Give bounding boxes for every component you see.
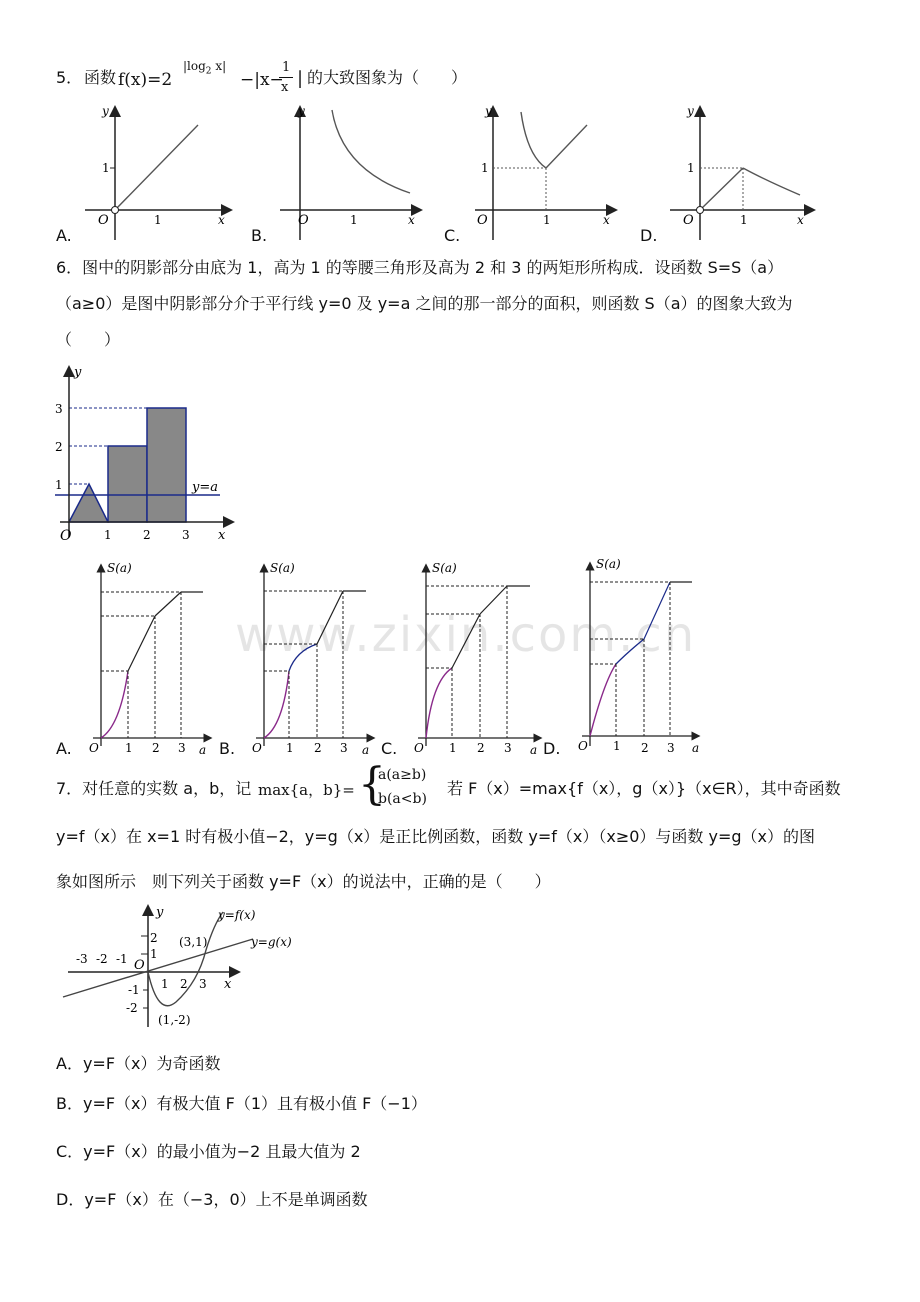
point-1-neg2-label: (1,-2) bbox=[158, 1013, 191, 1027]
y-tick-2: 2 bbox=[55, 440, 63, 454]
origin-label: O bbox=[298, 213, 309, 228]
q7-choice-d[interactable]: D．y=F（x）在（−3，0）上不是单调函数 bbox=[56, 1190, 368, 1209]
q6-graph-a bbox=[75, 556, 215, 756]
hollow-point bbox=[112, 207, 119, 214]
axis-y-label: y bbox=[102, 104, 109, 118]
x-tick-3: 3 bbox=[199, 977, 207, 991]
x-tick-3: 3 bbox=[182, 528, 190, 542]
axis-y-label: y bbox=[156, 905, 164, 920]
q5-graph-b bbox=[270, 100, 430, 240]
axis-y-label: y bbox=[687, 104, 694, 118]
x-tick-2: 2 bbox=[152, 741, 160, 755]
y-tick-label: 1 bbox=[687, 161, 695, 175]
q5-frac-num: 1 bbox=[282, 60, 291, 75]
x-tick-label: 1 bbox=[740, 213, 748, 227]
x-tick-neg-1: -1 bbox=[116, 952, 128, 966]
axis-y-label: S(a) bbox=[270, 561, 295, 575]
q7-line-3: 象如图所示 则下列关于函数 y=F（x）的说法中，正确的是（ ） bbox=[56, 872, 551, 891]
q5-option-a[interactable]: A. bbox=[56, 226, 72, 245]
q6-option-d[interactable]: D. bbox=[543, 739, 561, 758]
y-tick-1: 1 bbox=[150, 947, 158, 961]
curve-0-1 bbox=[264, 671, 289, 738]
origin-label: O bbox=[134, 958, 145, 973]
f-label: y=f(x) bbox=[218, 908, 256, 922]
y-tick-3: 3 bbox=[55, 402, 63, 416]
x-tick-3: 3 bbox=[667, 741, 675, 755]
y-tick-label: 1 bbox=[481, 161, 489, 175]
x-tick-2: 2 bbox=[477, 741, 485, 755]
curve-0-1 bbox=[426, 668, 452, 738]
q6-line-2: （a≥0）是图中阴影部分介于平行线 y=0 及 y=a 之间的那一部分的面积，则函数 S（a）的图象大致为 bbox=[56, 294, 793, 313]
curve-left bbox=[700, 168, 743, 210]
curve-0-1 bbox=[590, 664, 616, 736]
origin-label: O bbox=[252, 741, 262, 755]
y-tick-2: 2 bbox=[150, 931, 158, 945]
q7-max-label: max{a，b}= bbox=[258, 781, 355, 799]
watermark: www.zixin.com.cn bbox=[235, 607, 697, 663]
x-tick-neg-2: -2 bbox=[96, 952, 108, 966]
x-tick-3: 3 bbox=[178, 741, 186, 755]
hollow-point bbox=[697, 207, 704, 214]
curve-2-3 bbox=[480, 586, 507, 614]
x-tick-2: 2 bbox=[314, 741, 322, 755]
curve-1-2 bbox=[616, 639, 644, 664]
origin-label: O bbox=[60, 528, 72, 544]
x-tick-2: 2 bbox=[641, 741, 649, 755]
q5-option-d[interactable]: D. bbox=[640, 226, 658, 245]
x-tick-neg-3: -3 bbox=[76, 952, 88, 966]
q7-line-1b: 若 F（x）=max{f（x），g（x）}（x∈R），其中奇函数 bbox=[447, 779, 841, 798]
rect-height-2 bbox=[108, 446, 147, 522]
axis-x-label: a bbox=[692, 741, 700, 755]
curve-right bbox=[743, 168, 800, 195]
q6-option-c[interactable]: C. bbox=[381, 739, 398, 758]
origin-label: O bbox=[98, 213, 109, 228]
q7-brace: { bbox=[358, 759, 386, 810]
axis-y-label: y bbox=[298, 104, 305, 118]
axis-x-label: a bbox=[199, 743, 207, 756]
q7-case-2: b(a<b) bbox=[378, 791, 427, 807]
axis-y-label: S(a) bbox=[107, 561, 132, 575]
q7-choice-a[interactable]: A．y=F（x）为奇函数 bbox=[56, 1054, 221, 1073]
q7-line-2: y=f（x）在 x=1 时有极小值−2，y=g（x）是正比例函数，函数 y=f（x）（x≥0）与函数 y=g（x）的图 bbox=[56, 827, 815, 846]
q5-frac-bar bbox=[279, 77, 293, 78]
origin-label: O bbox=[683, 213, 694, 228]
line-label: y=a bbox=[192, 480, 218, 495]
curve-2-3 bbox=[644, 582, 670, 639]
g-label: y=g(x) bbox=[251, 935, 292, 949]
origin-label: O bbox=[578, 739, 588, 753]
x-tick-2: 2 bbox=[143, 528, 151, 542]
origin-label: O bbox=[414, 741, 424, 755]
x-tick-1: 1 bbox=[286, 741, 294, 755]
q5-graph-c bbox=[465, 100, 625, 240]
q5-fx: f(x)=2 bbox=[118, 70, 173, 90]
y-tick-neg-2: -2 bbox=[126, 1001, 138, 1015]
q5-frac-den: x bbox=[281, 80, 289, 95]
q6-option-b[interactable]: B. bbox=[219, 739, 236, 758]
x-tick-3: 3 bbox=[340, 741, 348, 755]
q6-option-a[interactable]: A. bbox=[56, 739, 72, 758]
curve-2-3 bbox=[155, 592, 181, 616]
y-tick-label: 1 bbox=[102, 161, 110, 175]
q6-graph-b bbox=[238, 556, 378, 756]
q5-tail: 的大致图象为（ ） bbox=[307, 68, 468, 87]
x-tick-label: 1 bbox=[350, 213, 358, 227]
axis-x-label: x bbox=[603, 213, 610, 227]
q5-option-c[interactable]: C. bbox=[444, 226, 461, 245]
q6-line-3: （ ） bbox=[56, 330, 121, 349]
point-3-1-label: (3,1) bbox=[179, 935, 208, 949]
q5-minus-abs: −|x− bbox=[240, 70, 284, 90]
q5-lead: 函数 bbox=[84, 68, 117, 87]
q6-graph-c bbox=[400, 556, 550, 756]
curve-right bbox=[546, 125, 587, 168]
q5-abs-close: | bbox=[297, 68, 304, 89]
origin-label: O bbox=[477, 213, 488, 228]
x-tick-1: 1 bbox=[613, 739, 621, 753]
x-tick-1: 1 bbox=[449, 741, 457, 755]
curve-left bbox=[521, 112, 546, 168]
axis-y-label: y bbox=[74, 365, 82, 380]
x-tick-label: 1 bbox=[154, 213, 162, 227]
axis-x-label: x bbox=[408, 213, 415, 227]
q6-graph-d bbox=[566, 552, 706, 756]
q7-choice-b[interactable]: B．y=F（x）有极大值 F（1）且有极小值 F（−1） bbox=[56, 1094, 427, 1113]
q5-graph-a bbox=[80, 100, 240, 240]
axis-x-label: x bbox=[218, 213, 225, 227]
q7-figure bbox=[58, 902, 318, 1032]
axis-y-label: S(a) bbox=[432, 561, 457, 575]
axis-x-label: x bbox=[797, 213, 804, 227]
axis-x-label: x bbox=[224, 977, 232, 992]
x-tick-2: 2 bbox=[180, 977, 188, 991]
x-tick-1: 1 bbox=[104, 528, 112, 542]
curve-2-3 bbox=[317, 591, 343, 644]
y-tick-1: 1 bbox=[55, 478, 63, 492]
axis-x-label: a bbox=[362, 743, 370, 756]
origin-label: O bbox=[89, 741, 99, 755]
curve bbox=[115, 125, 198, 210]
q6-line-1: 6．图中的阴影部分由底为 1，高为 1 的等腰三角形及高为 2 和 3 的两矩形所构成．设函数 S=S（a） bbox=[56, 258, 784, 277]
x-tick-label: 1 bbox=[543, 213, 551, 227]
q7-line-1a: 7．对任意的实数 a，b，记 bbox=[56, 779, 252, 798]
curve-1-2 bbox=[452, 614, 480, 668]
curve-1-2 bbox=[289, 644, 317, 671]
q7-choice-c[interactable]: C．y=F（x）的最小值为−2 且最大值为 2 bbox=[56, 1142, 361, 1161]
axis-y-label: S(a) bbox=[596, 557, 621, 571]
q7-case-1: a(a≥b) bbox=[378, 767, 427, 783]
q5-graph-d bbox=[665, 100, 825, 240]
curve-1-2 bbox=[128, 616, 155, 671]
q5-number: 5． bbox=[56, 68, 83, 87]
x-tick-1: 1 bbox=[161, 977, 169, 991]
x-tick-3: 3 bbox=[504, 741, 512, 755]
triangle bbox=[69, 484, 108, 522]
axis-x-label: a bbox=[530, 743, 538, 756]
axis-x-label: x bbox=[218, 528, 226, 543]
y-tick-neg-1: -1 bbox=[128, 983, 140, 997]
x-tick-1: 1 bbox=[125, 741, 133, 755]
q6-main-figure bbox=[50, 362, 240, 547]
q5-exponent: $|\log_2$ x| bbox=[183, 59, 227, 77]
q5-option-b[interactable]: B. bbox=[251, 226, 268, 245]
rect-height-3 bbox=[147, 408, 186, 522]
axis-y-label: y bbox=[485, 104, 492, 118]
curve bbox=[332, 110, 410, 193]
curve-0-1 bbox=[101, 671, 128, 738]
